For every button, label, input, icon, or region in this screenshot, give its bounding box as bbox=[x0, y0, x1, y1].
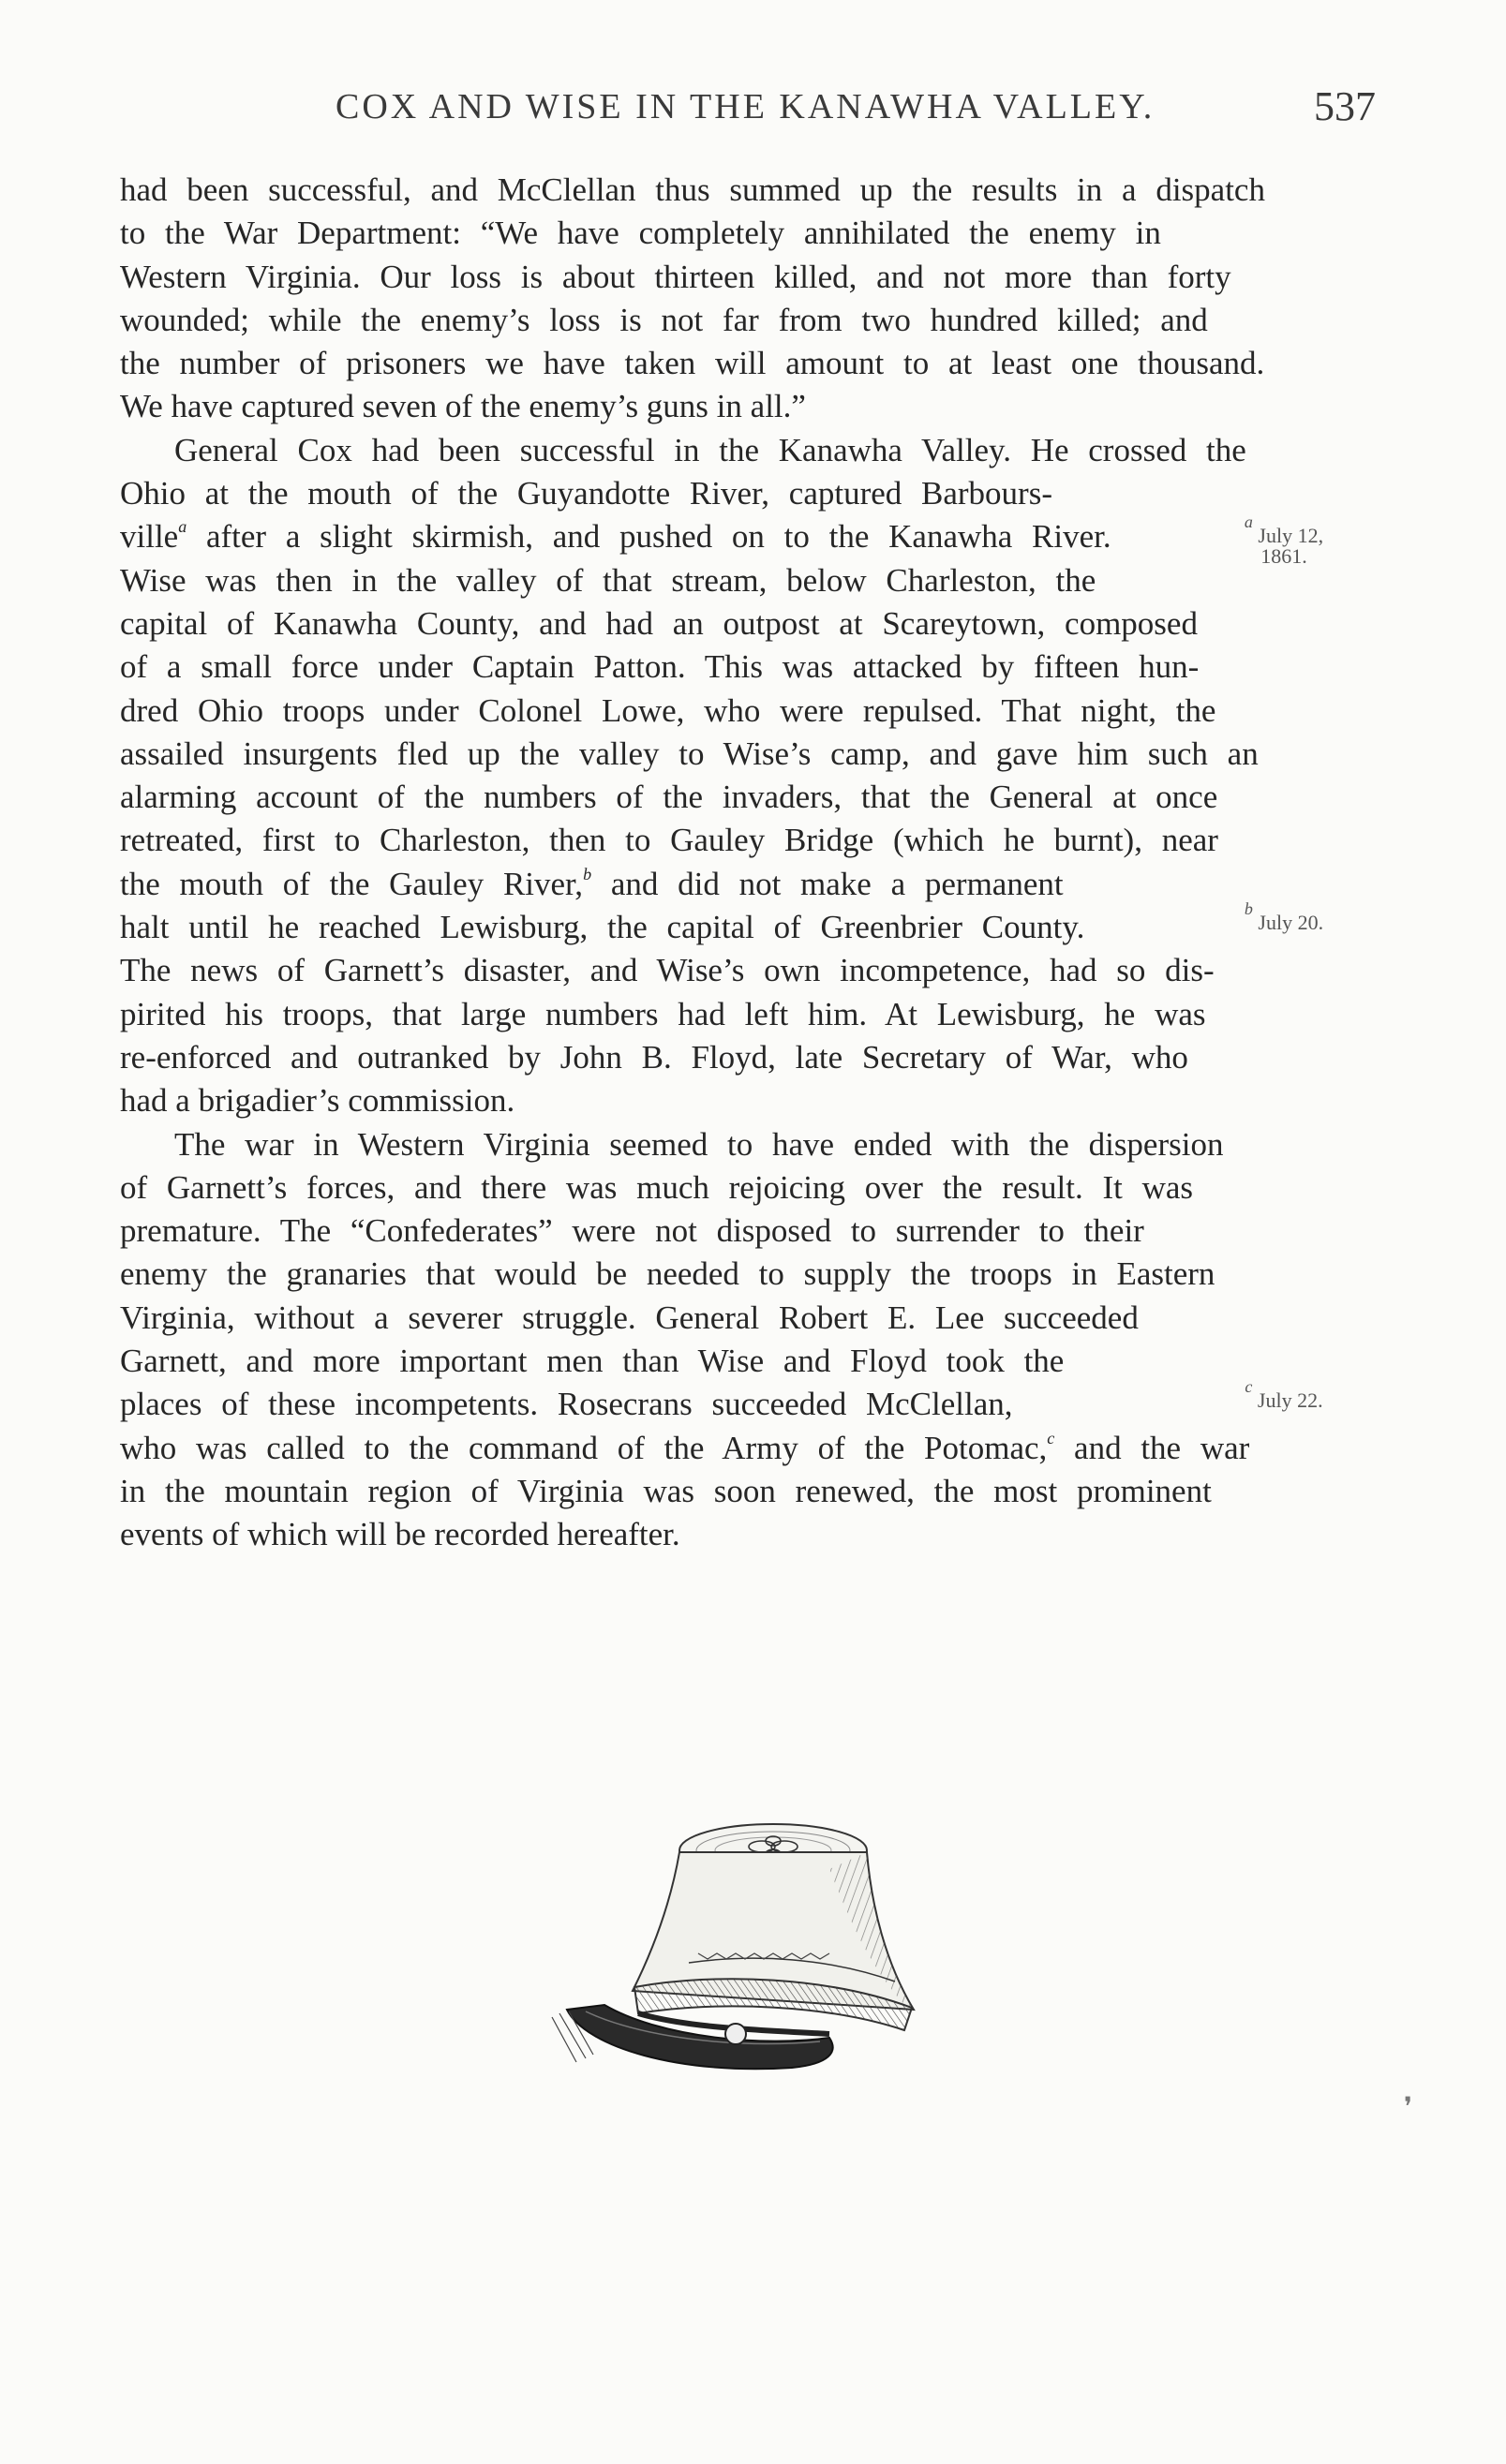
text-line: the number of prisoners we have taken will amount to at least one thousand. bbox=[120, 345, 1265, 382]
text-line: of Garnett’s forces, and there was much rejoicing over the result. It was bbox=[120, 1168, 1194, 1206]
margin-note-ref: b bbox=[1244, 899, 1253, 918]
text-line bbox=[120, 863, 1207, 906]
text-line: wounded; while the enemy’s loss is not far from two hundred killed; and bbox=[120, 301, 1208, 338]
text-fragment: the mouth of the Gauley River, bbox=[120, 865, 584, 902]
footnote-ref-b: b bbox=[583, 864, 592, 883]
body-text bbox=[120, 169, 1380, 1557]
text-line: We have captured seven of the enemy’s guns in all.” bbox=[120, 388, 806, 425]
text-fragment: and did not make a permanent bbox=[610, 865, 1064, 902]
text-line: premature. The “Confederates” were not disposed to surrender to their bbox=[120, 1212, 1144, 1250]
margin-note-date: July 20. bbox=[1258, 911, 1324, 934]
text-line: places of these incompetents. Rosecrans succeeded McClellan, bbox=[120, 1386, 1013, 1423]
text-line: Garnett, and more important men than Wise and Floyd took the bbox=[120, 1343, 1065, 1380]
footnote-ref-c: c bbox=[1047, 1428, 1055, 1447]
text-line: events of which will be recorded hereafter. bbox=[120, 1516, 680, 1553]
text-line bbox=[120, 515, 1207, 558]
margin-note-b bbox=[1218, 899, 1349, 934]
text-line: capital of Kanawha County, and had an outpost at Scareytown, composed bbox=[120, 604, 1198, 642]
text-line: to the War Department: “We have completely annihilated the enemy in bbox=[120, 215, 1161, 252]
margin-note-year: 1861. bbox=[1260, 544, 1307, 568]
footnote-ref-a: a bbox=[178, 517, 187, 537]
page-number: 537 bbox=[1314, 83, 1376, 129]
margin-note-date: July 12, bbox=[1258, 524, 1324, 547]
ink-speck-mark: ❜ bbox=[1404, 2093, 1413, 2122]
text-fragment: who was called to the command of the Army of the Potomac, bbox=[120, 1429, 1048, 1466]
text-line: halt until he reached Lewisburg, the capital of Greenbrier County. bbox=[120, 909, 1085, 946]
text-line: Ohio at the mouth of the Guyandotte River, captured Barbours- bbox=[120, 475, 1052, 512]
text-line: The news of Garnett’s disaster, and Wise’s own incompetence, had so dis- bbox=[120, 952, 1215, 989]
text-line: alarming account of the numbers of the invaders, that the General at once bbox=[120, 779, 1218, 816]
text-line: Virginia, without a severer struggle. General Robert E. Lee succeeded bbox=[120, 1299, 1139, 1336]
margin-note-a bbox=[1218, 512, 1349, 568]
text-line: Wise was then in the valley of that stream, below Charleston, the bbox=[120, 561, 1096, 599]
text-fragment: after a slight skirmish, and pushed on to the Kanawha River. bbox=[205, 518, 1111, 556]
margin-note-ref: c bbox=[1245, 1377, 1253, 1396]
text-line: had a brigadier’s commission. bbox=[120, 1082, 515, 1120]
text-line: re-enforced and outranked by John B. Floyd, late Secretary of War, who bbox=[120, 1038, 1188, 1076]
margin-note-ref: a bbox=[1244, 512, 1253, 531]
text-line: assailed insurgents fled up the valley to Wise’s camp, and gave him such an bbox=[120, 735, 1259, 772]
kepi-cap-illustration bbox=[548, 1813, 961, 2085]
text-line: Western Virginia. Our loss is about thirteen killed, and not more than forty bbox=[120, 258, 1231, 295]
text-line bbox=[120, 1427, 1380, 1470]
margin-note-c bbox=[1218, 1377, 1349, 1412]
running-title: COX AND WISE IN THE KANAWHA VALLEY. bbox=[335, 87, 1156, 126]
text-line: of a small force under Captain Patton. This was attacked by fifteen hun- bbox=[120, 648, 1200, 686]
text-line: pirited his troops, that large numbers had left him. At Lewisburg, he was bbox=[120, 995, 1206, 1032]
text-line: enemy the granaries that would be needed to supply the troops in Eastern bbox=[120, 1255, 1215, 1293]
text-line: The war in Western Virginia seemed to have ended with the dispersion bbox=[174, 1125, 1224, 1163]
text-line: retreated, first to Charleston, then to Gauley Bridge (which he burnt), near bbox=[120, 822, 1218, 859]
text-line: dred Ohio troops under Colonel Lowe, who were repulsed. That night, the bbox=[120, 691, 1216, 729]
text-line: had been successful, and McClellan thus summed up the results in a dispatch bbox=[120, 171, 1265, 208]
running-head bbox=[120, 83, 1376, 133]
margin-note-line bbox=[1218, 512, 1349, 547]
text-fragment: and the war bbox=[1074, 1429, 1250, 1466]
text-fragment: ville bbox=[120, 518, 179, 556]
text-line: in the mountain region of Virginia was soon renewed, the most prominent bbox=[120, 1472, 1212, 1509]
text-line: General Cox had been successful in the Kanawha Valley. He crossed the bbox=[174, 431, 1246, 468]
margin-note-date: July 22. bbox=[1257, 1388, 1323, 1412]
